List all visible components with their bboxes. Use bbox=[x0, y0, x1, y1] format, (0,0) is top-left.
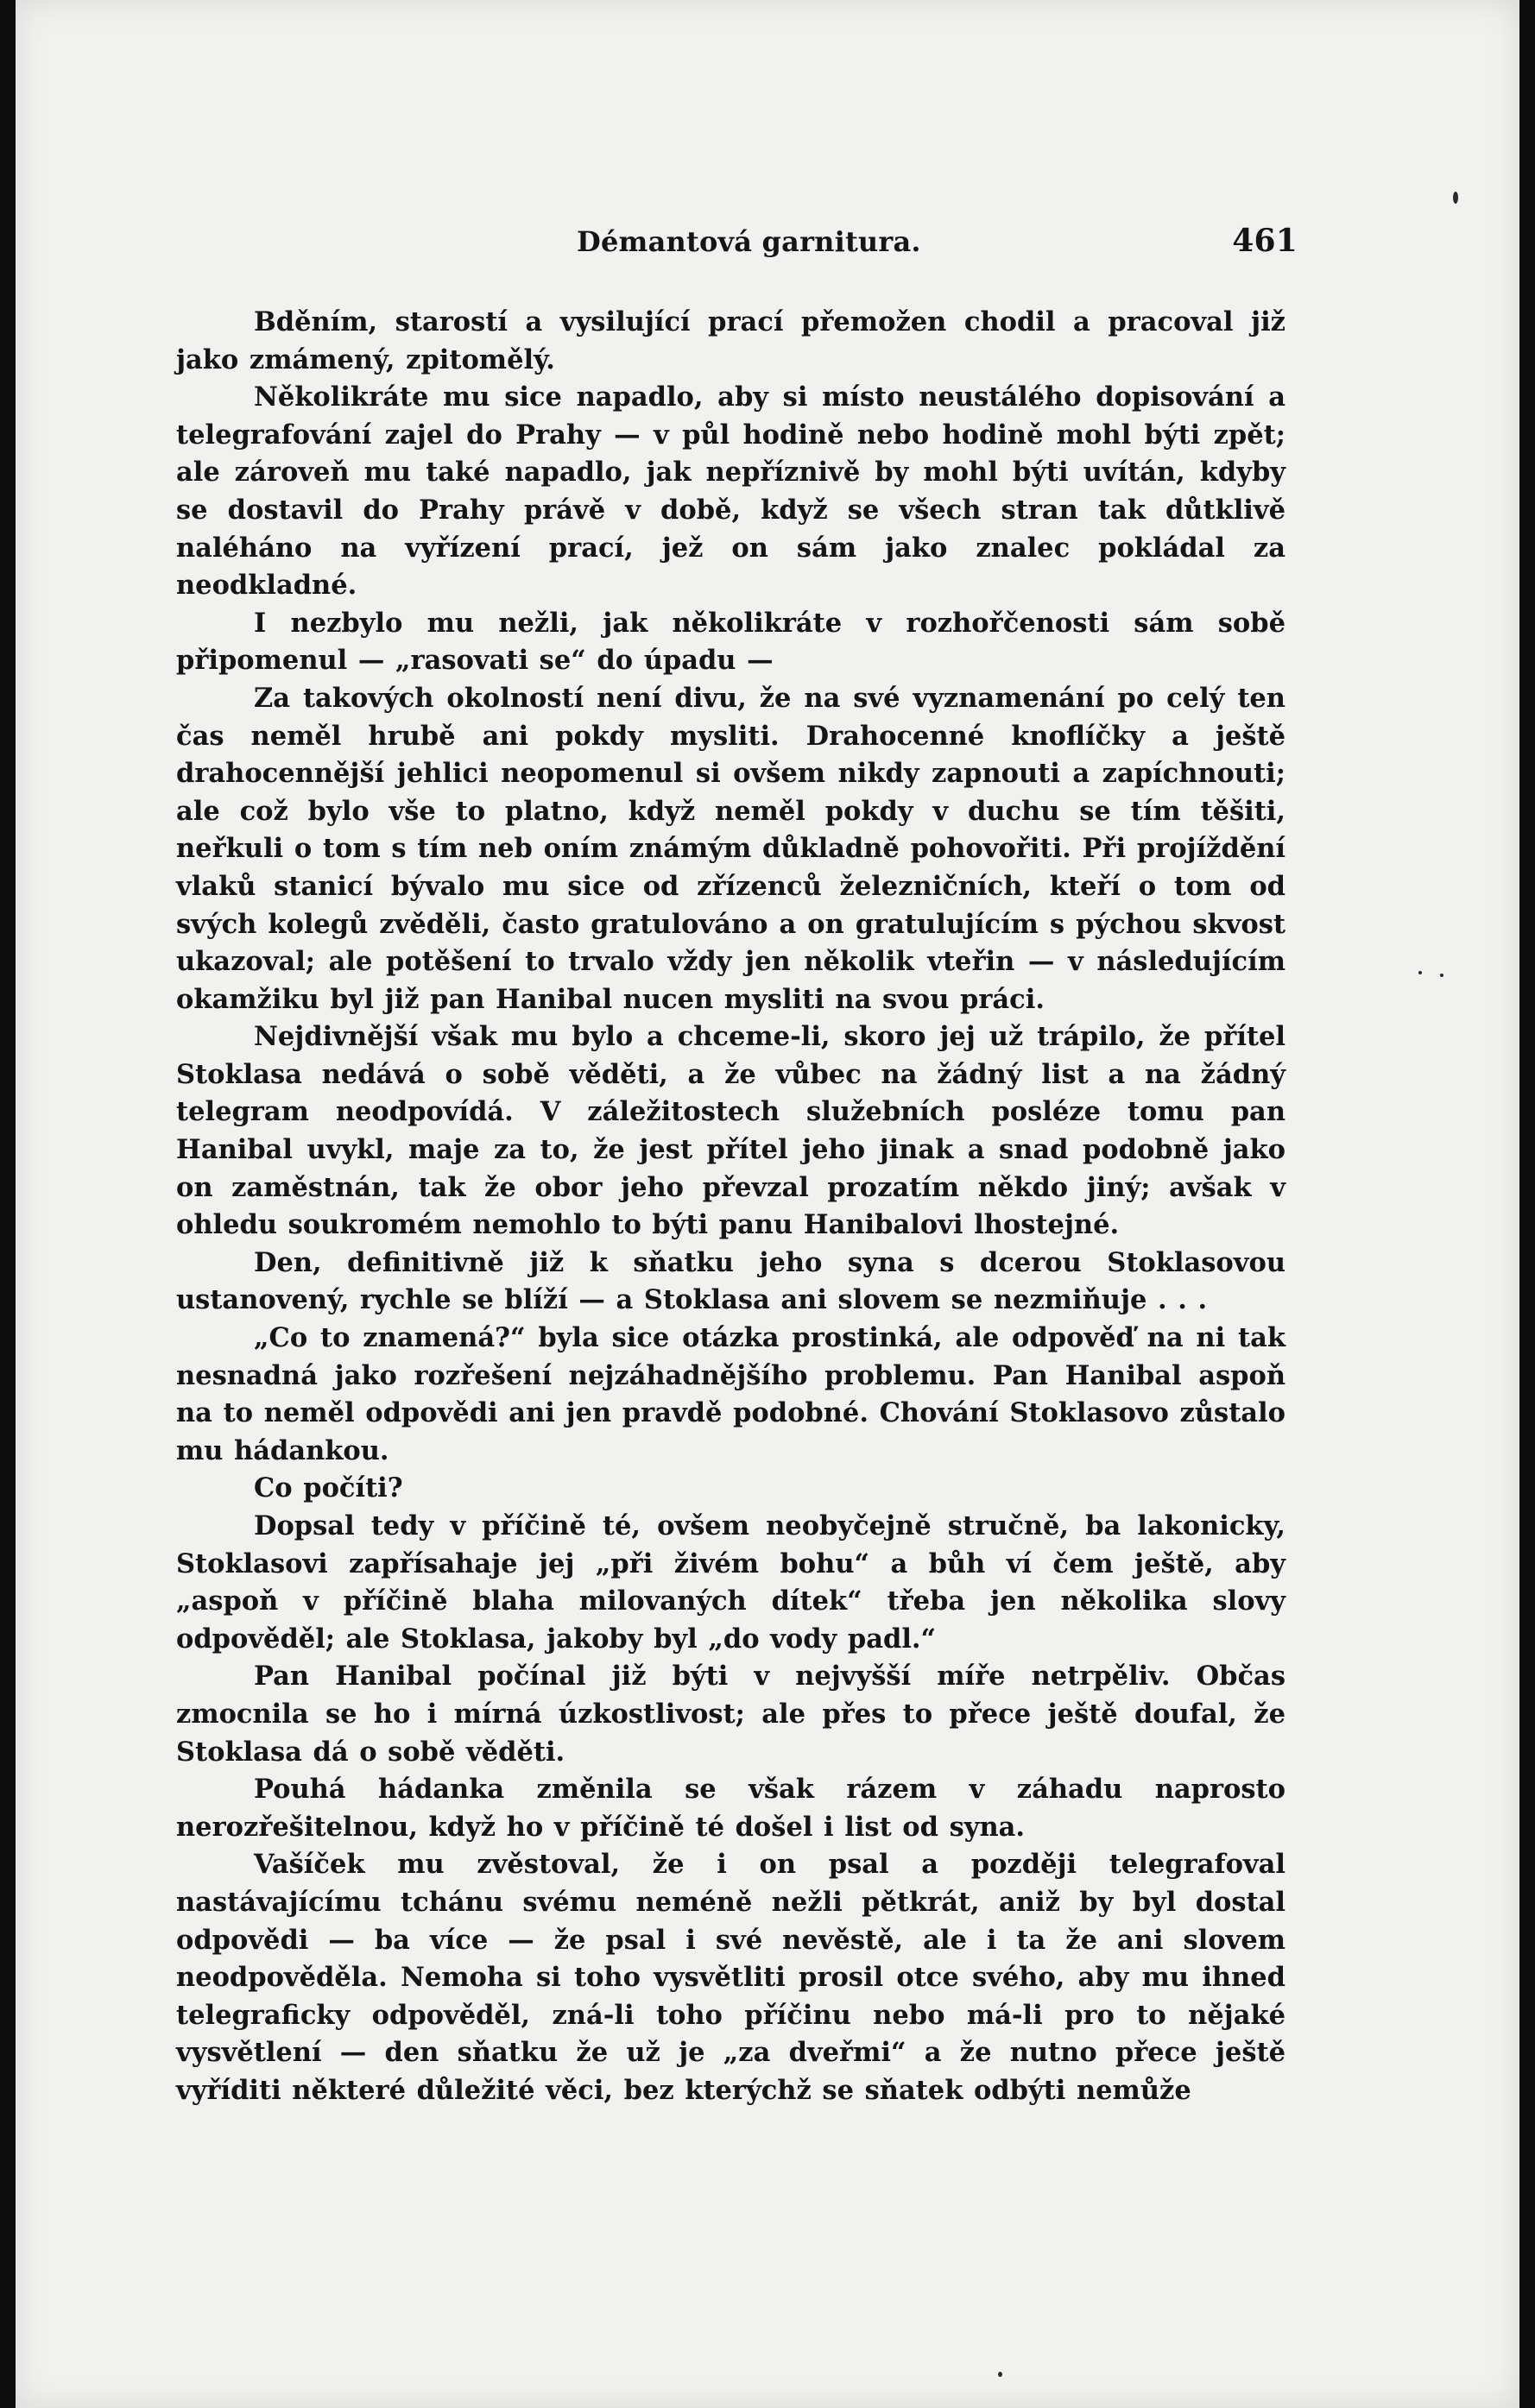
paragraph: Bděním, starostí a vysilující prací přemožen chodil a pracoval již jako zmámený, zpitomělý. bbox=[176, 306, 1285, 375]
paragraph: Den, definitivně již k sňatku jeho syna s dcerou Stoklasovou ustanovený, rychle se blíží — a Stoklasa ani slovem se nezmiňuje . . . bbox=[176, 1246, 1285, 1316]
scan-speck bbox=[1440, 974, 1443, 977]
body-text bbox=[176, 304, 1285, 2110]
paragraph: Co počíti? bbox=[254, 1472, 403, 1504]
page-header bbox=[577, 223, 1298, 259]
paragraph: „Co to znamená?“ byla sice otázka prostinká, ale odpověď na ni tak nesnadná jako rozřešení nejzáhadnějšího problemu. Pan Hanibal aspoň na to neměl odpovědi ani jen pravdě podobné. Chování Stoklasovo zůstalo mu hádankou. bbox=[176, 1322, 1285, 1466]
book-page bbox=[16, 0, 1519, 2408]
scan-speck bbox=[998, 2372, 1002, 2377]
scan-speck bbox=[1453, 192, 1458, 204]
running-title: Démantová garnitura. bbox=[577, 225, 921, 258]
paragraph: Pouhá hádanka změnila se však rázem v záhadu naprosto nerozřešitelnou, když ho v příčině té došel i list od syna. bbox=[176, 1774, 1285, 1843]
paragraph: I nezbylo mu nežli, jak několikráte v rozhořčenosti sám sobě připomenul — „rasovati se“ do úpadu — bbox=[176, 607, 1285, 677]
page-number: 461 bbox=[1232, 223, 1298, 259]
paragraph: Za takových okolností není divu, že na své vyznamenání po celý ten čas neměl hrubě ani pokdy mysliti. Drahocenné knoflíčky a ještě drahocennější jehlici neopomenul si ovšem nikdy zapnouti a zapíchnouti; ale což bylo vše to platno, když neměl pokdy v duchu se tím těšiti, neřkuli o tom s tím neb oním známým důkladně pohovořiti. Při projíždění vlaků stanicí bývalo mu sice od zřízenců železničních, kteří o tom od svých kolegů zvěděli, často gratulováno a on gratulujícím s pýchou skvost ukazoval; ale potěšení to trvalo vždy jen několik vteřin — v následujícím okamžiku byl již pan Hanibal nucen mysliti na svou práci. bbox=[176, 682, 1285, 1015]
paragraph: Nejdivnější však mu bylo a chceme-li, skoro jej už trápilo, že přítel Stoklasa nedává o sobě věděti, a že vůbec na žádný list a na žádný telegram neodpovídá. V záležitostech služebních posléze tomu pan Hanibal uvykl, maje za to, že jest přítel jeho jinak a snad podobně jako on zaměstnán, tak že obor jeho převzal prozatím někdo jiný; avšak v ohledu soukromém nemohlo to býti panu Hanibalovi lhostejné. bbox=[176, 1021, 1285, 1241]
paragraph: Vašíček mu zvěstoval, že i on psal a později telegrafoval nastávajícímu tchánu svému neméně nežli pětkrát, aniž by byl dostal odpovědi — ba více — že psal i své nevěstě, ale i ta že ani slovem neodpověděla. Nemoha si toho vysvětliti prosil otce svého, aby mu ihned telegraficky odpověděl, zná-li toho příčinu nebo má-li pro to nějaké vysvětlení — den sňatku že už je „za dveřmi“ a že nutno přece ještě vyříditi některé důležité věci, bez kterýchž se sňatek odbýti nemůže bbox=[176, 1849, 1285, 2106]
paragraph: Dopsal tedy v příčině té, ovšem neobyčejně stručně, ba lakonicky, Stoklasovi zapřísahaje jej „při živém bohu“ a bůh ví čem ještě, aby „aspoň v příčině blaha milovaných dítek“ třeba jen několika slovy odpověděl; ale Stoklasa, jakoby byl „do vody padl.“ bbox=[176, 1510, 1285, 1655]
paragraph: Několikráte mu sice napadlo, aby si místo neustálého dopisování a telegrafování zajel do Prahy — v půl hodině nebo hodině mohl býti zpět; ale zároveň mu také napadlo, jak nepříznivě by mohl býti uvítán, kdyby se dostavil do Prahy právě v době, když se všech stran tak důtklivě naléháno na vyřízení prací, jež on sám jako znalec pokládal za neodkladné. bbox=[176, 381, 1285, 602]
paragraph: Pan Hanibal počínal již býti v nejvyšší míře netrpěliv. Občas zmocnila se ho i mírná úzkostlivost; ale přes to přece ještě doufal, že Stoklasa dá o sobě věděti. bbox=[176, 1661, 1285, 1768]
scan-speck bbox=[1418, 971, 1422, 974]
